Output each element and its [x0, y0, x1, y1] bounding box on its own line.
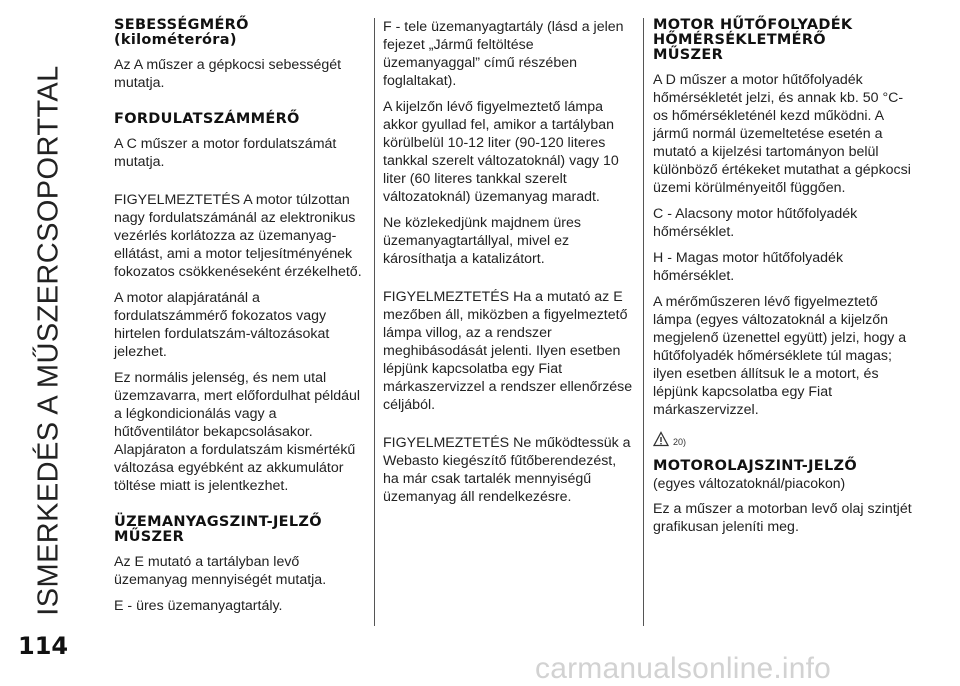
fuel-gauge-text: Az E mutató a tartályban levő üzemanyag mennyiségét mutatja.	[114, 554, 327, 588]
chapter-title-text: ISMERKEDÉS A MŰSZERCSOPORTTAL	[32, 64, 65, 616]
fuel-gauge-heading-line2: MŰSZER	[114, 529, 185, 545]
chapter-side-title	[14, 20, 84, 660]
fuel-lamp-text: A kijelzőn lévő figyelmeztető lámpa akkor gyullad fel, amikor a tartályban körülbelül 10-12 liter (90-120 literes tankkal szerelt változatoknál) vagy 10 liter (60 literes tankkal szerelt változatoknál) üzemanyag maradt.	[383, 99, 619, 205]
tachometer-idle-text: A motor alapjáratánál a fordulatszámmérő fokozatos vagy hirtelen fordulatszám-változásokat jelezhet.	[114, 290, 330, 360]
coolant-heading-line3: MŰSZER	[653, 47, 724, 63]
tachometer-warning: FIGYELMEZTETÉS A motor túlzottan nagy fordulatszámánál az elektronikus vezérlés korlátozza az üzemanyag-ellátást, ami a motor teljesítményének fokozatos csökkenéseként érzékelhető.	[114, 192, 362, 280]
column-divider-2	[643, 18, 644, 626]
note-ref-number: 20)	[673, 437, 687, 447]
tachometer-text: A C műszer a motor fordulatszámát mutatja.	[114, 136, 337, 170]
note-reference	[653, 427, 913, 447]
tachometer-heading: FORDULATSZÁMMÉRŐ	[114, 111, 300, 127]
coolant-high-text: H - Magas motor hűtőfolyadék hőmérséklet.	[653, 250, 844, 284]
fuel-gauge-heading-line1: ÜZEMANYAGSZINT-JELZŐ	[114, 514, 322, 530]
fuel-warning-text: FIGYELMEZTETÉS Ha a mutató az E mezőben áll, miközben a figyelmeztető lámpa villog, az a rendszer meghibásodását jelenti. Ilyen esetben lépjünk kapcsolatba egy Fiat márkaszervizzel a rendszer ellenőrzése céljából.	[383, 289, 633, 413]
column-right	[653, 18, 913, 536]
warning-triangle-icon	[653, 431, 669, 447]
coolant-heading-line2: HŐMÉRSÉKLETMÉRŐ	[653, 32, 826, 48]
speedometer-heading-line1: SEBESSÉGMÉRŐ	[114, 17, 249, 33]
page-number: 114	[18, 632, 69, 660]
coolant-gauge-text: A D műszer a motor hűtőfolyadék hőmérsékletét jelzi, és annak kb. 50 °C-os hőmérsékleténél kezd működni. A jármű normál üzemeltetése esetén a mutató a kijelzési tartományon belül különböző értékeket mutathat a gépkocsi üzemi körülményeitől függően.	[653, 72, 911, 196]
speedometer-text: Az A műszer a gépkocsi sebességét mutatja.	[114, 57, 342, 91]
column-middle	[383, 18, 633, 506]
coolant-lamp-text: A mérőműszeren lévő figyelmeztető lámpa (egyes változatoknál a kijelzőn megjelenő üzenettel együtt) jelzi, hogy a hűtőfolyadék hőmérséklete túl magas; ilyen esetben állítsuk le a motort, és lépjünk kapcsolatba egy Fiat márkaszervizzel.	[653, 294, 907, 418]
column-divider-1	[374, 18, 375, 626]
column-left	[114, 18, 364, 615]
oil-level-text: Ez a műszer a motorban levő olaj szintjét grafikusan jeleníti meg.	[653, 501, 912, 535]
fuel-gauge-heading	[114, 515, 364, 545]
coolant-low-text: C - Alacsony motor hűtőfolyadék hőmérséklet.	[653, 206, 858, 240]
speedometer-heading-line2: (kilométeróra)	[114, 32, 237, 48]
speedometer-heading	[114, 18, 364, 48]
fuel-advice-text: Ne közlekedjünk majdnem üres üzemanyagtartállyal, mivel ez károsíthatja a katalizátort.	[383, 215, 581, 267]
fuel-empty-text: E - üres üzemanyagtartály.	[114, 598, 283, 614]
oil-level-subtitle: (egyes változatoknál/piacokon)	[653, 475, 846, 491]
oil-level-heading: MOTOROLAJSZINT-JELZŐ	[653, 458, 857, 474]
tachometer-normal-text: Ez normális jelenség, és nem utal üzemzavarra, mert előfordulhat például a légkondicionálás vagy a hűtőventilátor bekapcsolásakor. Alapjáraton a fordulatszám kismértékű változása egyébként az akkumulátor töltése miatt is jelentkezhet.	[114, 370, 361, 494]
coolant-gauge-heading	[653, 18, 913, 63]
fuel-full-text: F - tele üzemanyagtartály (lásd a jelen fejezet „Jármű feltöltése üzemanyaggal” című részében foglaltakat).	[383, 19, 624, 89]
watermark: carmanualsonline.info	[535, 652, 832, 685]
coolant-heading-line1: MOTOR HŰTŐFOLYADÉK	[653, 17, 853, 33]
webasto-warning-text: FIGYELMEZTETÉS Ne működtessük a Webasto kiegészítő fűtőberendezést, ha már csak tartalék mennyiségű üzemanyag áll rendelkezésre.	[383, 435, 631, 505]
